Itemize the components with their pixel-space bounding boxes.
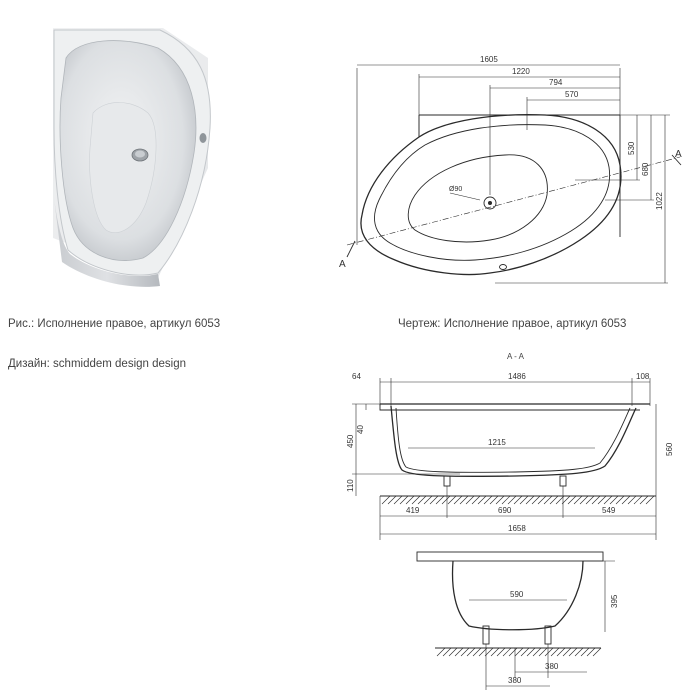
dim-560: 560 [665,442,674,456]
design-caption: Дизайн: schmiddem design design [8,358,187,370]
section-a-a-drawing [340,368,680,543]
dim-1486: 1486 [508,372,526,381]
overflow-icon [200,133,207,143]
side-leg-right-icon [545,626,551,644]
bathtub-photo [48,18,218,288]
side-rim [417,552,603,561]
drain-diameter-label: Ø90 [449,186,463,193]
dim-549: 549 [602,506,616,515]
dim-690: 690 [498,506,512,515]
dim-794: 794 [549,78,563,87]
dim-1605: 1605 [480,55,498,64]
dim-1215: 1215 [488,438,506,447]
dim-40: 40 [356,425,365,434]
dim-530: 530 [627,141,636,155]
top-view-drawing [335,45,685,295]
tub-section [391,406,636,476]
dim-1220: 1220 [512,67,530,76]
overflow-symbol-icon [500,265,507,270]
dim-110: 110 [346,479,355,492]
dim-1658: 1658 [508,524,526,533]
side-view-drawing [405,548,619,698]
dim-64: 64 [352,372,361,381]
dim-450: 450 [346,434,355,448]
dim-419: 419 [406,506,420,515]
floor-hatch [382,496,654,504]
side-floor-hatch [437,648,601,656]
dim-590: 590 [510,590,524,599]
dim-570: 570 [565,90,579,99]
section-title: A - A [507,352,524,361]
section-mark-a-left: A [339,259,346,270]
leg-right-icon [560,476,566,486]
leg-left-icon [444,476,450,486]
dim-680: 680 [641,162,650,176]
dim-1022: 1022 [655,192,664,210]
tub-outline [361,115,621,275]
dim-395: 395 [610,594,619,608]
photo-caption: Рис.: Исполнение правое, артикул 6053 [8,318,221,330]
dim-380-lower: 380 [508,676,522,685]
dim-108: 108 [636,372,650,381]
drawing-caption: Чертеж: Исполнение правое, артикул 6053 [398,318,627,330]
section-mark-a-right: A [675,149,682,160]
dim-380-upper: 380 [545,662,559,671]
